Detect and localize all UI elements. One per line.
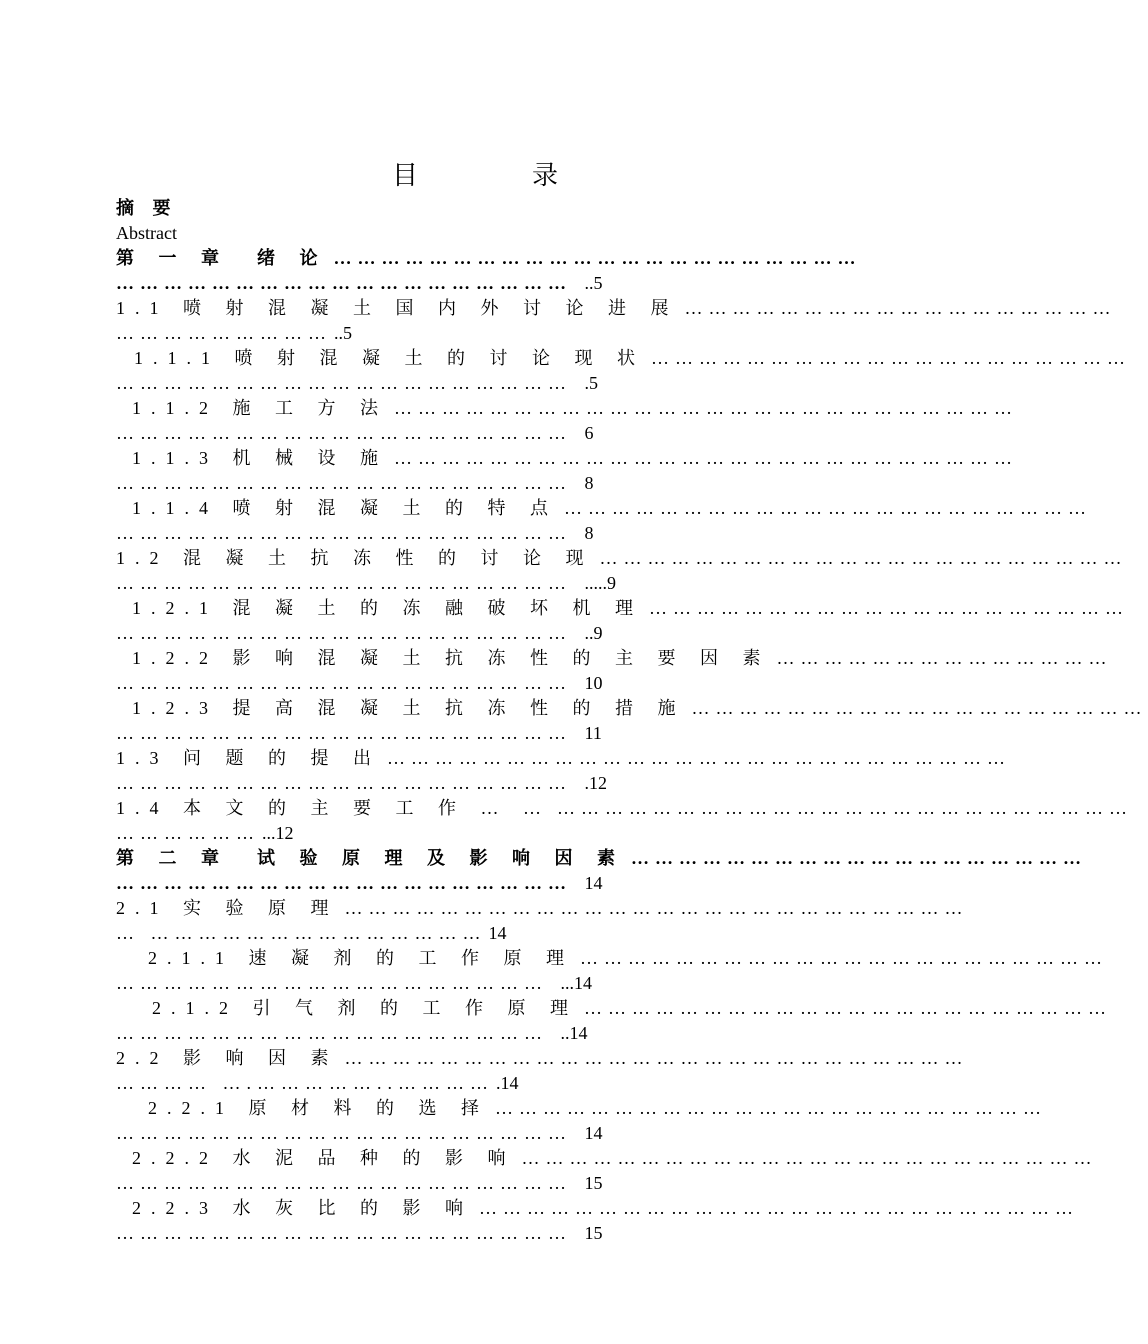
- toc-leader-dots: …………………………………………………: [631, 848, 1087, 868]
- toc-entry-label: 1.1.4 喷 射 混 凝 土 的 特 点: [132, 498, 564, 518]
- toc-page-number: 8: [584, 473, 594, 493]
- toc-page-number: .....9: [584, 573, 616, 593]
- toc-entry-label: 1.1 喷 射 混 凝 土 国 内 外 讨 论 进 展: [116, 298, 685, 318]
- toc-leader-dots: …………………………………………………: [116, 673, 583, 693]
- toc-leader-dots: ………………………………………………: [684, 298, 1117, 318]
- toc-entry[interactable]: [116, 646, 1113, 696]
- toc-leader-dots: …………………………………………………: [116, 723, 583, 743]
- toc-leader-dots: …………………………………………………: [116, 773, 583, 793]
- toc-leader-dots: ………… ….……………..…………: [116, 1073, 494, 1093]
- toc-leader-dots: ………………………………………………………………: [521, 1148, 1098, 1168]
- toc-entry[interactable]: [116, 796, 1133, 846]
- toc-leader-dots: …………………………………………………: [116, 523, 583, 543]
- toc-page-number: 6: [584, 423, 594, 443]
- toc-entry-label: 2.1.1 速 凝 剂 的 工 作 原 理: [148, 948, 580, 968]
- toc-leader-dots: ……………………………………………………: [649, 598, 1129, 618]
- toc-entry[interactable]: [116, 896, 969, 946]
- toc-entry-label: 2.1 实 验 原 理: [116, 898, 345, 918]
- toc-entry[interactable]: [116, 246, 862, 296]
- toc-leader-dots: …………………………………………………: [691, 698, 1148, 718]
- toc-page-number: 11: [584, 723, 602, 743]
- toc-entry[interactable]: [116, 1196, 1079, 1246]
- toc-entries: [116, 246, 1148, 1246]
- toc-entry-label: 1.2.3 提 高 混 凝 土 抗 冻 性 的 措 施: [132, 698, 692, 718]
- toc-leader-dots: …………………………………………………: [116, 1173, 583, 1193]
- toc-entry-label: 2.2 影 响 因 素: [116, 1048, 345, 1068]
- toc-leader-dots: …………………………………………………………: [599, 548, 1128, 568]
- toc-page-number: ..14: [560, 1023, 588, 1043]
- toc-page-number: 15: [584, 1173, 603, 1193]
- toc-entry[interactable]: [116, 996, 1112, 1046]
- toc-leader-dots: …………………………………………………………: [333, 248, 862, 268]
- toc-entry-label: 1.1.1 喷 射 混 凝 土 的 讨 论 现 状: [134, 348, 651, 368]
- toc-leader-dots: …………………………………………………: [116, 623, 583, 643]
- toc-entry-label: 1.3 问 题 的 提 出: [116, 748, 387, 768]
- toc-entry[interactable]: [116, 446, 1018, 496]
- toc-entry[interactable]: [116, 946, 1108, 996]
- toc-page-number: ..5: [334, 323, 352, 343]
- toc-leader-dots: ………………: [116, 823, 260, 843]
- toc-leader-dots: ………………………: [116, 323, 332, 343]
- toc-entry-label: 1.2 混 凝 土 抗 冻 性 的 讨 论 现: [116, 548, 600, 568]
- toc-entry[interactable]: [116, 596, 1129, 646]
- toc-entry-label: 2.2.1 原 材 料 的 选 择: [148, 1098, 495, 1118]
- toc-page-number: 14: [584, 873, 603, 893]
- table-of-contents: [116, 196, 1148, 1246]
- toc-entry[interactable]: [116, 1096, 1047, 1146]
- toc-leader-dots: ……………………………………………………………………: [394, 448, 1018, 468]
- toc-page-number: 10: [584, 673, 603, 693]
- toc-leader-dots: …………………………………………………: [116, 273, 583, 293]
- toc-leader-dots: ……………………………………………………………………: [344, 898, 969, 918]
- toc-entry-label: 1.2.2 影 响 混 凝 土 抗 冻 性 的 主 要 因 素: [132, 648, 777, 668]
- toc-leader-dots: …………………………………………………………: [584, 998, 1112, 1018]
- toc-leader-dots: …………………………………………………: [116, 423, 583, 443]
- toc-leader-dots: ……………………………………………………………………: [394, 398, 1018, 418]
- toc-leader-dots: … ……………………………………: [116, 923, 487, 943]
- toc-entry-label: 1.1.3 机 械 设 施: [132, 448, 394, 468]
- toc-entry-label: 第 一 章 绪 论: [116, 248, 334, 268]
- toc-leader-dots: …………………………………………………: [116, 473, 583, 493]
- toc-leader-dots: ……………………………………………………: [651, 348, 1131, 368]
- toc-entry[interactable]: [116, 746, 1011, 796]
- toc-page-number: ...12: [262, 823, 294, 843]
- toc-entry-label: 1.2.1 混 凝 土 的 冻 融 破 坏 机 理: [132, 598, 649, 618]
- toc-entry-label: 2.1.2 引 气 剂 的 工 作 原 理: [152, 998, 584, 1018]
- toc-entry-label: 1.1.2 施 工 方 法: [132, 398, 394, 418]
- toc-leader-dots: …………………………………………………: [116, 1123, 583, 1143]
- toc-entry[interactable]: [116, 696, 1148, 746]
- toc-page-number: ..9: [584, 623, 603, 643]
- toc-entry-label: 2.2.3 水 灰 比 的 影 响: [132, 1198, 479, 1218]
- toc-page-number: 8: [584, 523, 594, 543]
- toc-leader-dots: ……………………………………………………………: [495, 1098, 1047, 1118]
- toc-leader-dots: …………………………………………………………: [580, 948, 1108, 968]
- toc-page-number: 15: [584, 1223, 603, 1243]
- toc-leader-dots: ………………………………………………………………: [557, 798, 1133, 818]
- toc-leader-dots: …………………………………………………: [116, 873, 583, 893]
- toc-page-number: ...14: [560, 973, 592, 993]
- toc-leader-dots: ………………………………………………: [116, 973, 559, 993]
- toc-leader-dots: ……………………………………: [776, 648, 1113, 668]
- toc-leader-dots: …………………………………………………: [116, 373, 583, 393]
- toc-leader-dots: ……………………………………………………………………: [387, 748, 1011, 768]
- toc-page-number: .14: [496, 1073, 519, 1093]
- toc-leader-dots: …………………………………………………………: [564, 498, 1092, 518]
- toc-leader-dots: ………………………………………………: [116, 1023, 559, 1043]
- toc-leader-dots: ……………………………………………………………………: [344, 1048, 969, 1068]
- toc-entry-label: 第 二 章 试 验 原 理 及 影 响 因 素: [116, 848, 631, 868]
- toc-page-number: 14: [584, 1123, 603, 1143]
- toc-entry[interactable]: [116, 1046, 969, 1096]
- toc-entry[interactable]: [116, 546, 1128, 596]
- toc-page-number: .12: [584, 773, 607, 793]
- toc-entry[interactable]: [116, 296, 1117, 346]
- toc-entry[interactable]: [116, 1146, 1098, 1196]
- toc-page-number: 14: [488, 923, 507, 943]
- toc-entry[interactable]: [116, 846, 1087, 896]
- toc-entry[interactable]: [116, 346, 1131, 396]
- toc-abstract-cn: 摘 要: [116, 198, 178, 218]
- toc-entry[interactable]: [116, 396, 1018, 446]
- toc-leader-dots: …………………………………………………: [116, 573, 583, 593]
- toc-entry-label: 2.2.2 水 泥 品 种 的 影 响: [132, 1148, 522, 1168]
- toc-entry[interactable]: [116, 496, 1092, 546]
- toc-leader-dots: …………………………………………………: [116, 1223, 583, 1243]
- toc-leader-dots: …………………………………………………………………: [479, 1198, 1079, 1218]
- toc-entry-label: 1.4 本 文 的 主 要 工 作 … …: [116, 798, 557, 818]
- toc-page-number: ..5: [584, 273, 603, 293]
- page-title: 目 录: [391, 161, 602, 191]
- toc-page-number: .5: [584, 373, 598, 393]
- toc-abstract-en: Abstract: [116, 223, 177, 243]
